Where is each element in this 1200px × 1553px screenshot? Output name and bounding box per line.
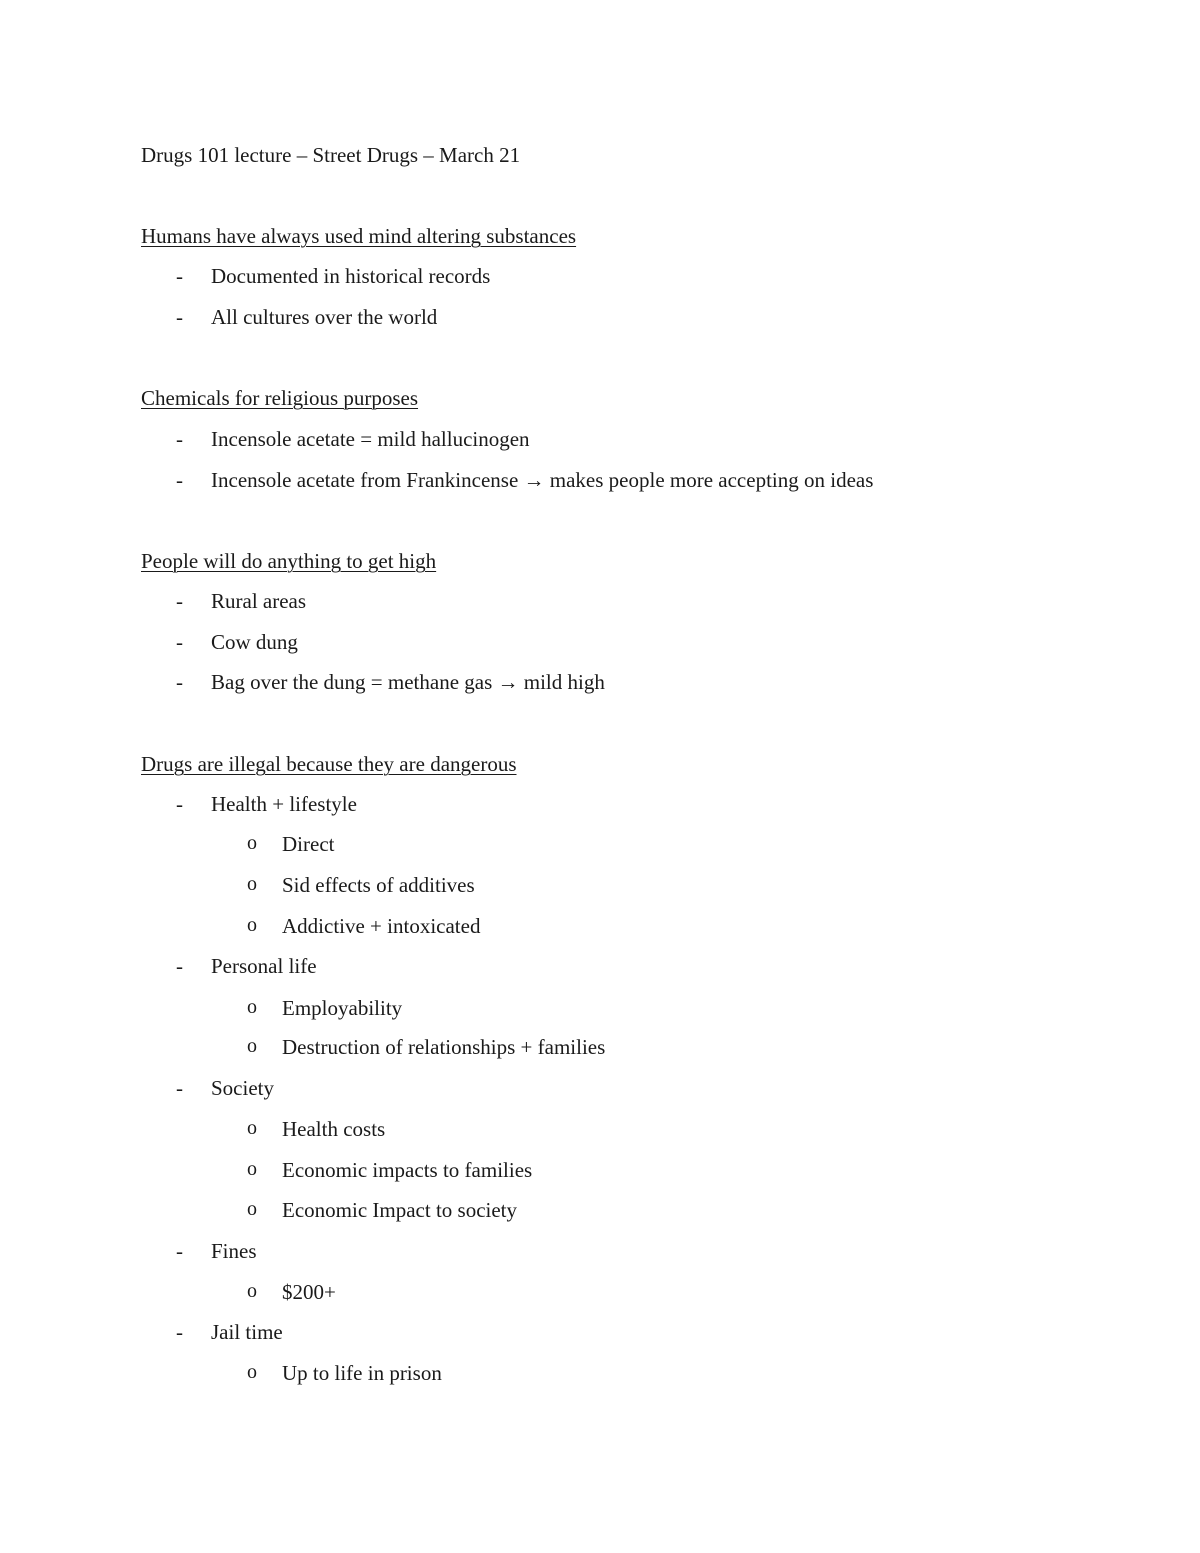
circle-bullet: o <box>247 1361 257 1383</box>
list-item-text: Cow dung <box>211 630 298 654</box>
list-item-text: Fines <box>211 1239 257 1263</box>
dash-bullet: - <box>176 670 183 694</box>
list-item-text: Incensole acetate = mild hallucinogen <box>211 427 530 451</box>
sub-list-item-text: Destruction of relationships + families <box>282 1035 606 1059</box>
circle-bullet: o <box>247 1158 257 1180</box>
section-heading-humans: Humans have always used mind altering substances <box>141 224 577 248</box>
list-item-text: Jail time <box>211 1320 283 1344</box>
dash-bullet: - <box>176 1239 183 1263</box>
section-heading-illegal: Drugs are illegal because they are dangerous <box>141 752 517 776</box>
sub-list-item-text: Sid effects of additives <box>282 873 475 897</box>
dash-bullet: - <box>176 468 183 492</box>
dash-bullet: - <box>176 589 183 613</box>
sub-list-item-text: Health costs <box>282 1117 386 1141</box>
sub-list-item-text: Economic impacts to families <box>282 1158 533 1182</box>
sub-list-item-text: Up to life in prison <box>282 1361 442 1385</box>
circle-bullet: o <box>247 1035 257 1057</box>
list-item-text: Health + lifestyle <box>211 792 357 816</box>
sub-list-item-text: Addictive + intoxicated <box>282 914 481 938</box>
list-item-text: All cultures over the world <box>211 305 438 329</box>
sub-list-item-text: Economic Impact to society <box>282 1198 518 1222</box>
circle-bullet: o <box>247 873 257 895</box>
dash-bullet: - <box>176 264 183 288</box>
dash-bullet: - <box>176 305 183 329</box>
list-item-text: Society <box>211 1076 274 1100</box>
list-item-text: Rural areas <box>211 589 307 613</box>
circle-bullet: o <box>247 1280 257 1302</box>
list-item-text: Bag over the dung = methane gas → mild high <box>211 670 605 694</box>
dash-bullet: - <box>176 792 183 816</box>
list-item-text: Documented in historical records <box>211 264 491 288</box>
section-heading-people: People will do anything to get high <box>141 549 437 573</box>
dash-bullet: - <box>176 427 183 451</box>
dash-bullet: - <box>176 630 183 654</box>
circle-bullet: o <box>247 996 257 1018</box>
sub-list-item-text: Employability <box>282 996 403 1020</box>
circle-bullet: o <box>247 832 257 854</box>
dash-bullet: - <box>176 954 183 978</box>
sub-list-item-text: Direct <box>282 832 335 856</box>
document-title: Drugs 101 lecture – Street Drugs – March 21 <box>141 143 521 167</box>
list-item-text: Incensole acetate from Frankincense → makes people more accepting on ideas <box>211 468 874 492</box>
circle-bullet: o <box>247 1198 257 1220</box>
dash-bullet: - <box>176 1076 183 1100</box>
sub-list-item-text: $200+ <box>282 1280 336 1304</box>
dash-bullet: - <box>176 1320 183 1344</box>
list-item-text: Personal life <box>211 954 317 978</box>
circle-bullet: o <box>247 914 257 936</box>
section-heading-chemicals: Chemicals for religious purposes <box>141 386 419 410</box>
circle-bullet: o <box>247 1117 257 1139</box>
